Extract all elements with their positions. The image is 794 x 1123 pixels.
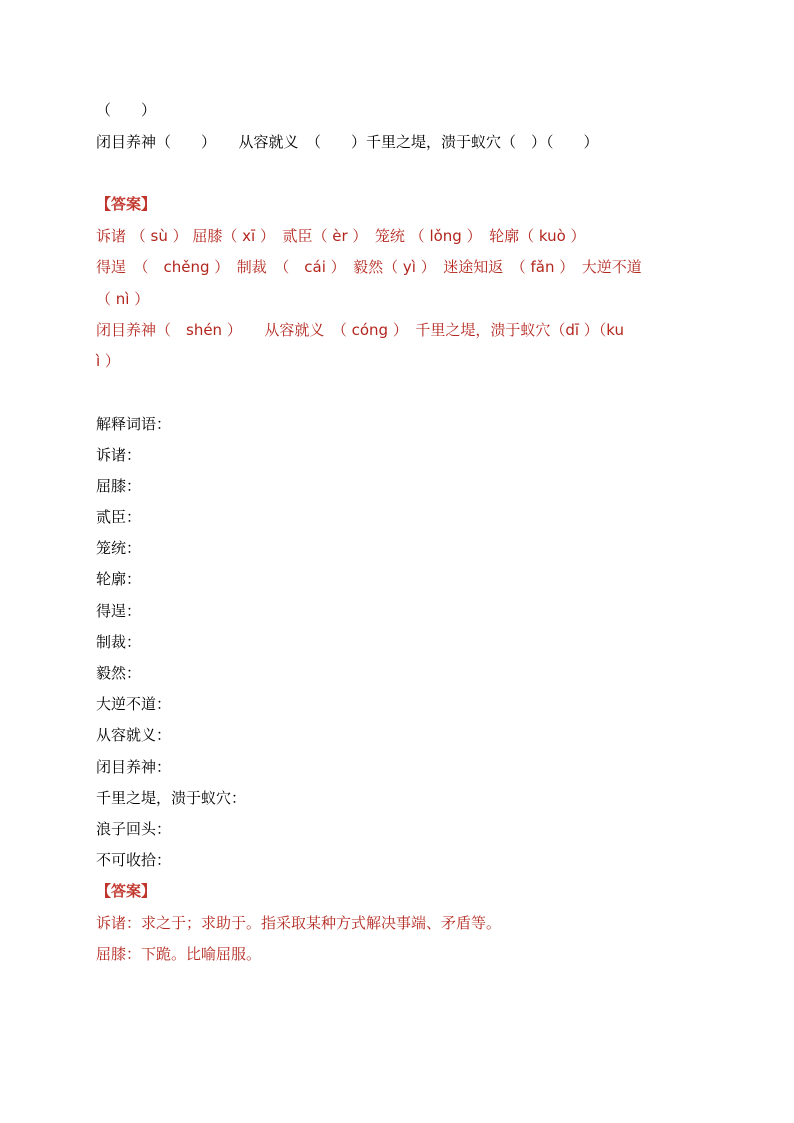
explain-item: 闭目养神： — [96, 758, 172, 776]
answer-header-2: 【答案】 — [96, 882, 157, 900]
explain-title: 解释词语： — [96, 415, 172, 433]
answer-definition-line-1: 诉诸：求之于；求助于。指采取某种方式解决事端、矛盾等。 — [96, 914, 502, 932]
explain-item: 不可收拾： — [96, 851, 172, 869]
answer-pinyin-line-3: （ nì ） — [96, 290, 150, 308]
explain-item: 得逞： — [96, 602, 142, 620]
explain-item: 大逆不道： — [96, 695, 172, 713]
answer-pinyin-line-5: ì ） — [96, 352, 120, 370]
explain-item: 贰臣： — [96, 508, 142, 526]
answer-header-1: 【答案】 — [96, 195, 157, 213]
explain-item: 轮廓： — [96, 570, 142, 588]
explain-item: 从容就义： — [96, 726, 172, 744]
explain-item: 诉诸： — [96, 446, 142, 464]
answer-pinyin-line-1: 诉诸 （ sù ） 屈膝（ xī ） 贰臣（ èr ） 笼统 （ lǒng ） 轮廓（ kuò ） — [96, 227, 586, 245]
question-line-2: 闭目养神（ ） 从容就义 （ ）千里之堤，溃于蚁穴（ ）（ ） — [96, 133, 599, 151]
answer-pinyin-line-4: 闭目养神（ shén ） 从容就义 （ cóng ） 千里之堤，溃于蚁穴（dī ）（ku — [96, 321, 625, 339]
explain-item: 毅然： — [96, 664, 142, 682]
explain-item: 浪子回头： — [96, 820, 172, 838]
explain-item: 千里之堤，溃于蚁穴： — [96, 789, 247, 807]
explain-item: 笼统： — [96, 539, 142, 557]
explain-item: 屈膝： — [96, 477, 142, 495]
explain-item: 制裁： — [96, 633, 142, 651]
question-line-1: （ ） — [96, 101, 157, 119]
answer-pinyin-line-2: 得逞 （ chěng ） 制裁 （ cái ） 毅然（ yì ） 迷途知返 （ fǎn ） 大逆不道 — [96, 258, 642, 276]
answer-definition-line-2: 屈膝：下跪。比喻屈服。 — [96, 945, 262, 963]
